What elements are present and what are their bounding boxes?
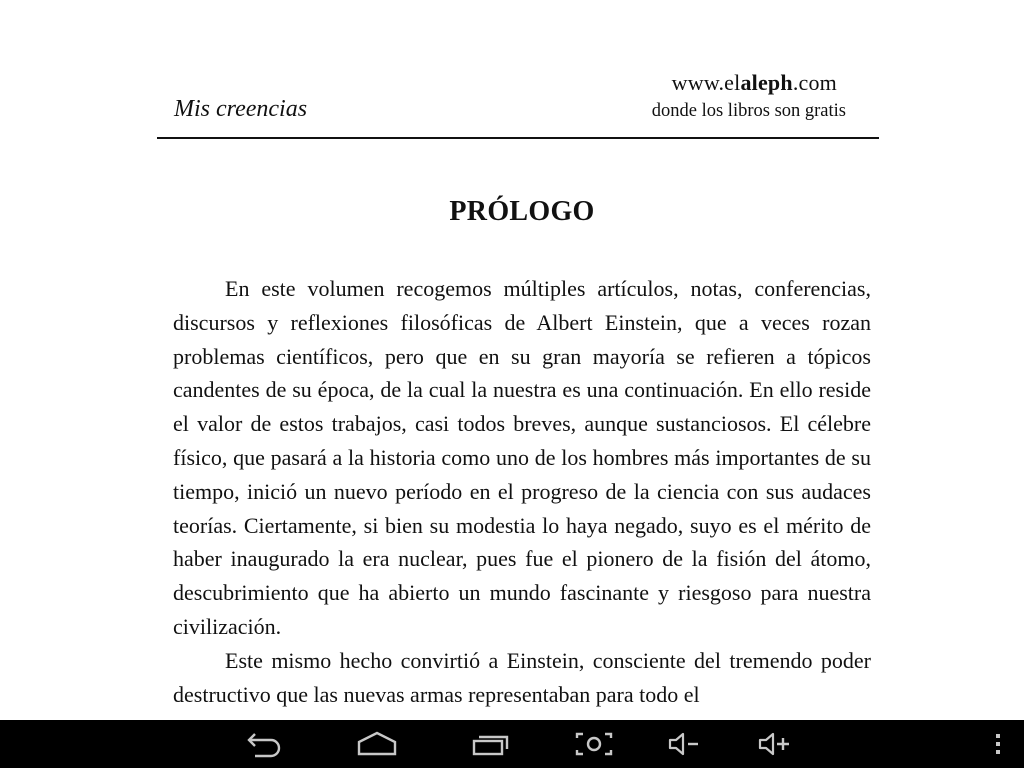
volume-down-button[interactable] <box>652 720 716 768</box>
recent-apps-button[interactable] <box>459 720 523 768</box>
screenshot-button[interactable] <box>562 720 626 768</box>
paragraph: En este volumen recogemos múltiples artículos, notas, conferencias, discursos y reflexiones filosóficas de Albert Einstein, que a veces rozan problemas científicos, pero que en su gran mayoría se refieren a tópicos candentes de su época, de la cual la nuestra es una continuación. En ello reside el valor de estos trabajos, casi todos breves, aunque sustanciosos. El célebre físico, que pasará a la historia como uno de los hombres más importantes de su tiempo, inició un nuevo período en el progreso de la ciencia con sus audaces teorías. Ciertamente, si bien su modestia lo haya negado, suyo es el mérito de haber inaugurado la era nuclear, pues fue el pionero de la fisión del átomo, descubrimiento que ha abierto un mundo fascinante y riesgoso para nuestra civilización. <box>173 276 871 639</box>
back-icon <box>243 730 283 758</box>
site-brand: aleph <box>740 70 793 95</box>
running-header <box>157 60 879 139</box>
overflow-menu-icon <box>994 732 1002 756</box>
system-navigation-bar <box>0 720 1024 768</box>
site-tagline: donde los libros son gratis <box>651 101 846 121</box>
book-title: Mis creencias <box>174 96 308 122</box>
overflow-menu-button[interactable] <box>966 720 1024 768</box>
volume-up-icon <box>756 730 792 758</box>
site-suffix: .com <box>792 70 837 95</box>
screenshot-icon <box>574 730 614 758</box>
paragraph: Este mismo hecho convirtió a Einstein, consciente del tremendo poder destructivo que las nuevas armas representaban para todo el <box>173 647 871 707</box>
chapter-body <box>173 272 871 711</box>
home-button[interactable] <box>345 720 409 768</box>
site-prefix: www.el <box>671 70 741 95</box>
volume-up-button[interactable] <box>742 720 806 768</box>
site-url <box>672 70 837 96</box>
chapter-title: PRÓLOGO <box>449 196 595 227</box>
back-button[interactable] <box>231 720 295 768</box>
home-icon <box>356 730 398 758</box>
recent-apps-icon <box>471 730 511 758</box>
volume-down-icon <box>666 730 702 758</box>
